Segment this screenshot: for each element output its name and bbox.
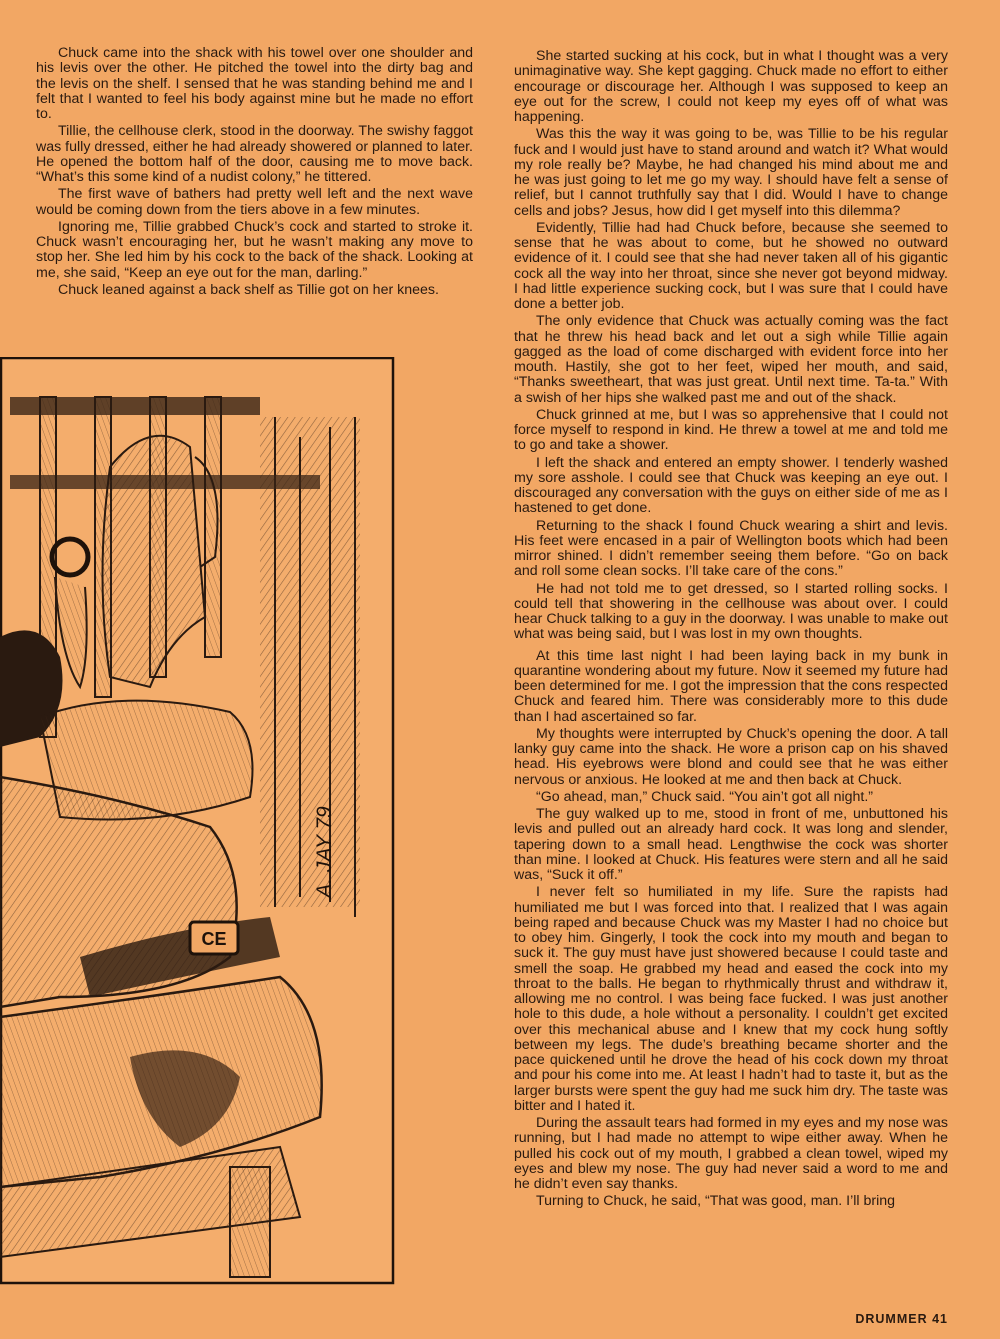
paragraph: At this time last night I had been laying back in my bunk in quarantine wondering about my future. Now it seemed my future had been determined for me. I got the impression that the cons respected Chuck and feared him. There was considerably more to this dude than I had ascertained so far. xyxy=(514,647,948,725)
paragraph: Tillie, the cellhouse clerk, stood in the doorway. The swishy faggot was fully dressed, either he had already showered or planned to later. He opened the bottom half of the door, causing me to move back. “What’s this some kind of a nudist colony,” he tittered. xyxy=(36,123,473,185)
paragraph: I never felt so humiliated in my life. Sure the rapists had humiliated me but I was forced into that. I realized that I was again being raped and because Chuck was my Master I had no choice but to obey him. Gingerly, I took the cock into my mouth and began to suck it. The guy must have just showered because I could taste and smell the soap. He grabbed my head and eased the cock into my throat to the balls. He began to rhythmically thrust and withdraw it, allowing me no control. I was being face fucked. I was just another hole to this dude, a hole without a personality. I couldn’t get excited over this mechanical abuse and I knew that my cock hung softly between my legs. The dude’s breathing became shorter and the pace quickened until he drove the head of his cock down my throat and pour his come into me. At least I hadn’t had to taste it, but as the larger bursts were spent the guy had me suck him dry. The taste was bitter and I hated it. xyxy=(514,884,948,1114)
paragraph: Chuck grinned at me, but I was so apprehensive that I could not force myself to respond in kind. He threw a towel at me and told me to go and take a shower. xyxy=(514,406,948,454)
left-text-column xyxy=(36,46,473,300)
paragraph: Turning to Chuck, he said, “That was good, man. I’ll bring xyxy=(536,1193,896,1210)
paragraph: I left the shack and entered an empty shower. I tenderly washed my sore asshole. I could see that Chuck was keeping an eye out. I discouraged any conversation with the guys on either side of me as I hastened to get done. xyxy=(514,454,948,517)
right-text-column xyxy=(514,49,948,1212)
paragraph: She started sucking at his cock, but in what I thought was a very unimaginative way. She kept gagging. Chuck made no effort to either encourage or discourage her. Although I was supposed to keep an eye out for the screw, I could not keep my eyes off of what was happening. xyxy=(514,48,948,125)
paragraph: Chuck came into the shack with his towel over one shoulder and his levis over the other. He pitched the towel into the dirty bag and the levis on the shelf. I sensed that he was standing behind me and I felt that I wanted to feel his body against mine but he made no effort to. xyxy=(36,45,473,122)
paragraph: Was this the way it was going to be, was Tillie to be his regular fuck and I would just have to stand around and watch it? What would my role really be? Maybe, he had changed his mind about me and he was just going to let me go my way. I should have felt a sense of relief, but I cannot truthfully say that I did. Would I have to change cells and jobs? Jesus, how did I get myself into this dilemma? xyxy=(514,126,948,219)
paragraph: “Go ahead, man,” Chuck said. “You ain’t got all night.” xyxy=(536,788,874,805)
paragraph: The guy walked up to me, stood in front of me, unbuttoned his levis and pulled out an already hard cock. It was long and slender, tapering down to a small head. Lengthwise the cock was shorter than mine. I looked at Chuck. His features were stern and all he said was, “Suck it off.” xyxy=(514,806,948,883)
paragraph: My thoughts were interrupted by Chuck’s opening the door. A tall lanky guy came into the shack. He wore a prison cap on his shaved head. His eyebrows were blond and could see that he was either nervous or anxious. He looked at me and then back at Chuck. xyxy=(514,725,948,788)
paragraph: Ignoring me, Tillie grabbed Chuck’s cock and started to stroke it. Chuck wasn’t encouraging her, but he wasn’t making any move to stop her. She led him by his cock to the back of the shack. Looking at me, she said, “Keep an eye out for the man, darling.” xyxy=(36,218,473,281)
paragraph: Evidently, Tillie had had Chuck before, because she seemed to sense that he was about to come, but he showed no outward evidence of it. I could see that she had never taken all of his gigantic cock all the way into her throat, since she never got beyond midway. I had little experience sucking cock, but I was sure that I could have done a better job. xyxy=(514,219,948,312)
belt-lettering: CE xyxy=(201,929,227,949)
page-footer: DRUMMER 41 xyxy=(855,1312,948,1326)
paragraph: During the assault tears had formed in my eyes and my nose was running, but I had made no attempt to wipe either away. When he pulled his cock out of my mouth, I grabbed a clean towel, wiped my eyes and blew my nose. The guy had never said a word to me and he didn’t even say thanks. xyxy=(514,1115,948,1192)
paragraph: The first wave of bathers had pretty well left and the next wave would be coming down from the tiers above in a few minutes. xyxy=(36,186,473,218)
artist-signature: A. JAY 79 xyxy=(313,806,336,898)
paragraph: The only evidence that Chuck was actually coming was the fact that he threw his head back and let out a sigh while Tillie again gagged as the load of come discharged with evident force into her mouth. Hastily, she got to her feet, wiped her mouth, and said, “Thanks sweetheart, that was just great. Until next time. Ta-ta.” With a swish of her hips she walked past me and out of the shack. xyxy=(514,313,948,406)
pencil-illustration xyxy=(0,357,395,1285)
paragraph: He had not told me to get dressed, so I started rolling socks. I could tell that showering in the cellhouse was about over. I could hear Chuck talking to a guy in the doorway. I was unable to make out what was being said, but I was lost in my own thoughts. xyxy=(514,580,948,643)
paragraph: Returning to the shack I found Chuck wearing a shirt and levis. His feet were encased in a pair of Wellington boots which had been mirror shined. I didn’t remember seeing them before. “Go on back and roll some clean socks. I’ll take care of the cons.” xyxy=(514,517,948,580)
paragraph: Chuck leaned against a back shelf as Tillie got on her knees. xyxy=(58,281,439,298)
